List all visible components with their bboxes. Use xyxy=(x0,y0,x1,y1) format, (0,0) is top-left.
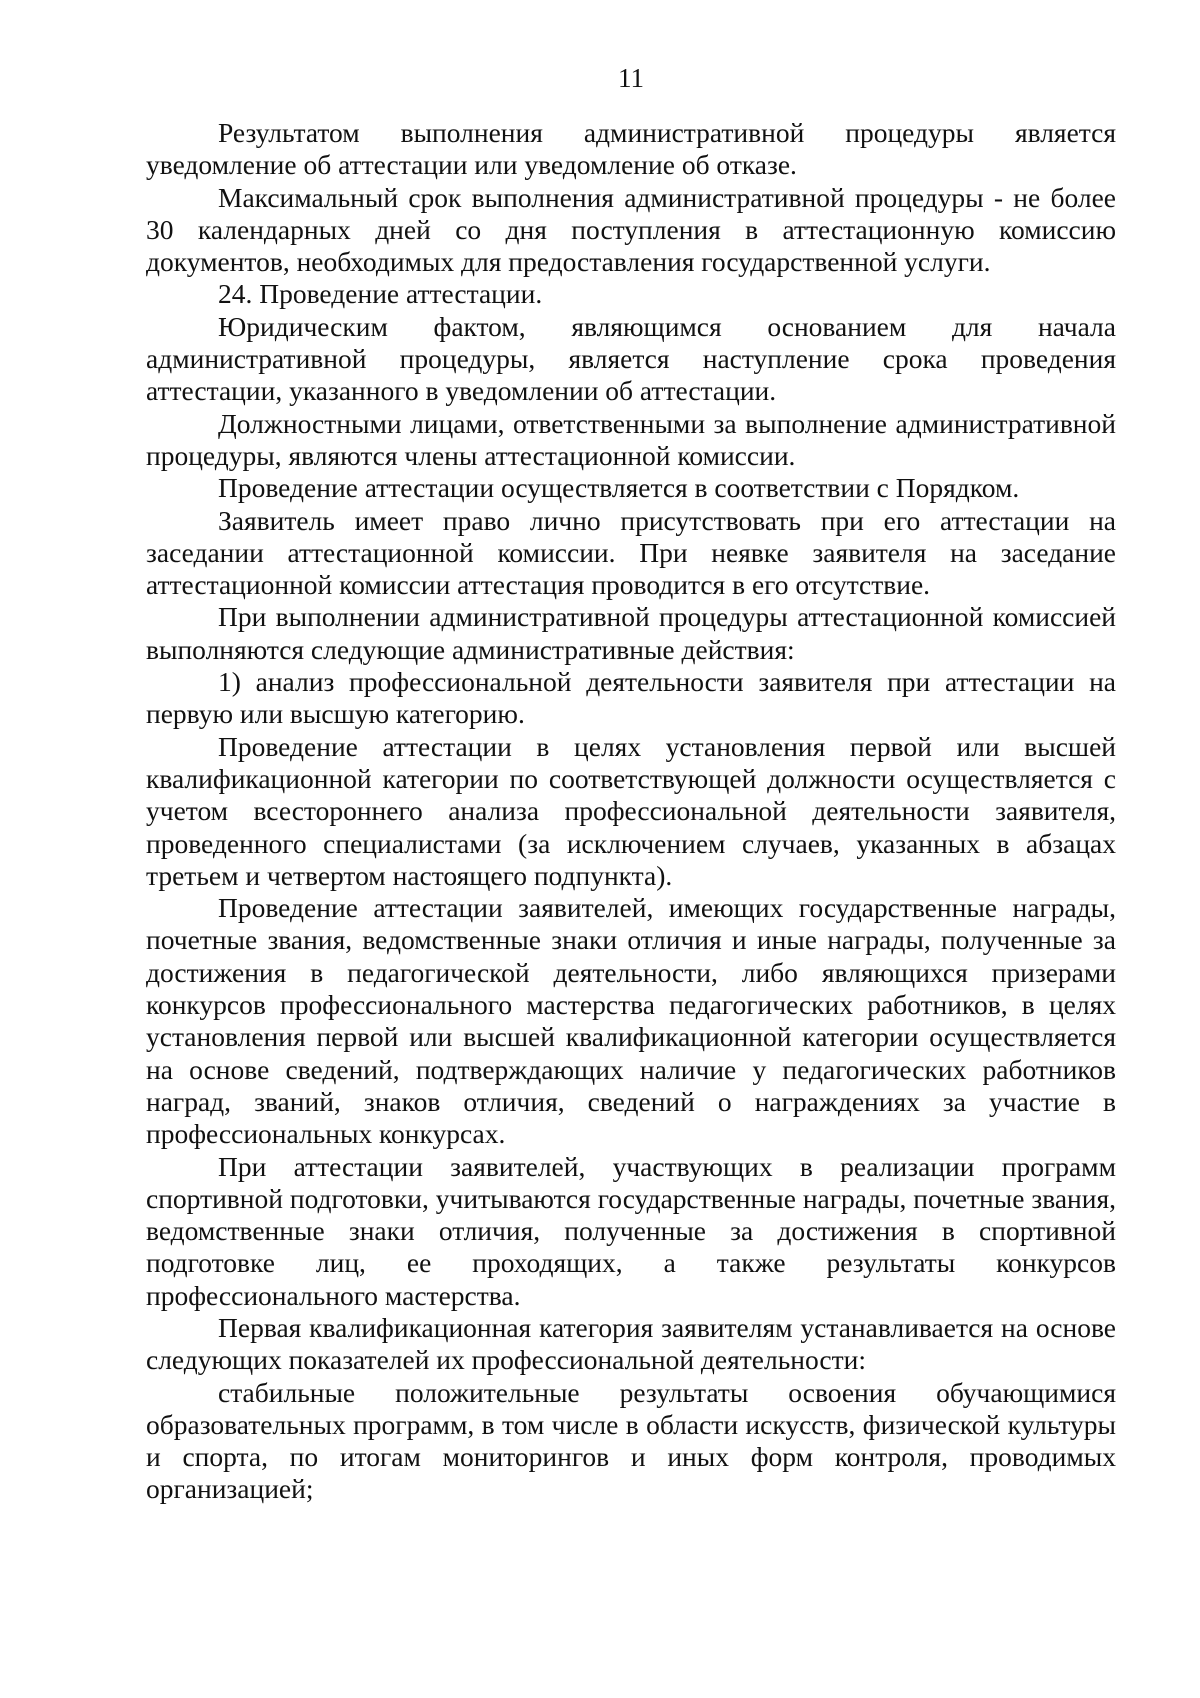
paragraph-awards: Проведение аттестации заявителей, имеющих государственные награды, почетные звания, ведомственные знаки отличия и иные награды, полученные за достижения в педагогической деятельности, либо являющихся призерами конкурсов профессионального мастерства педагогических работников, в целях установления первой или высшей квалификационной категории осуществляется на основе сведений, подтверждающих наличие у педагогических работников наград, званий, знаков отличия, сведений о награждениях за участие в профессиональных конкурсах. xyxy=(146,892,1116,1150)
paragraph-result: Результатом выполнения административной процедуры является уведомление об аттестации или уведомление об отказе. xyxy=(146,117,1116,181)
paragraph-stable-results: стабильные положительные результаты освоения обучающимися образовательных программ, в том числе в области искусств, физической культуры и спорта, по итогам мониторингов и иных форм контроля, проводимых организацией; xyxy=(146,1376,1116,1505)
paragraph-actions: При выполнении административной процедуры аттестационной комиссией выполняются следующие административные действия: xyxy=(146,601,1116,665)
page-number: 11 xyxy=(618,63,644,93)
paragraph-category-analysis: Проведение аттестации в целях установления первой или высшей квалификационной категории по соответствующей должности осуществляется с учетом всестороннего анализа профессиональной деятельности заявителя, проведенного специалистами (за исключением случаев, указанных в абзацах третьем и четвертом настоящего подпункта). xyxy=(146,730,1116,891)
paragraph-max-term: Максимальный срок выполнения административной процедуры - не более 30 календарных дней со дня поступления в аттестационную комиссию документов, необходимых для предоставления государственной услуги. xyxy=(146,181,1116,278)
paragraph-legal-fact: Юридическим фактом, являющимся основанием для начала административной процедуры, является наступление срока проведения аттестации, указанного в уведомлении об аттестации. xyxy=(146,310,1116,407)
paragraph-procedure: Проведение аттестации осуществляется в соответствии с Порядком. xyxy=(218,472,1020,504)
paragraph-sports: При аттестации заявителей, участвующих в реализации программ спортивной подготовки, учитываются государственные награды, почетные звания, ведомственные знаки отличия, полученные за достижения в спортивной подготовке лиц, ее проходящих, а также результаты конкурсов профессионального мастерства. xyxy=(146,1150,1116,1311)
paragraph-officials: Должностными лицами, ответственными за выполнение административной процедуры, являются члены аттестационной комиссии. xyxy=(146,407,1116,471)
paragraph-first-category: Первая квалификационная категория заявителям устанавливается на основе следующих показателей их профессиональной деятельности: xyxy=(146,1311,1116,1376)
document-page xyxy=(146,62,1116,1506)
paragraph-analysis: 1) анализ профессиональной деятельности заявителя при аттестации на первую или высшую категорию. xyxy=(146,666,1116,730)
paragraph-applicant-right: Заявитель имеет право лично присутствовать при его аттестации на заседании аттестационной комиссии. При неявке заявителя на заседание аттестационной комиссии аттестация проводится в его отсутствие. xyxy=(146,504,1116,601)
paragraph-section-24: 24. Проведение аттестации. xyxy=(218,278,543,310)
